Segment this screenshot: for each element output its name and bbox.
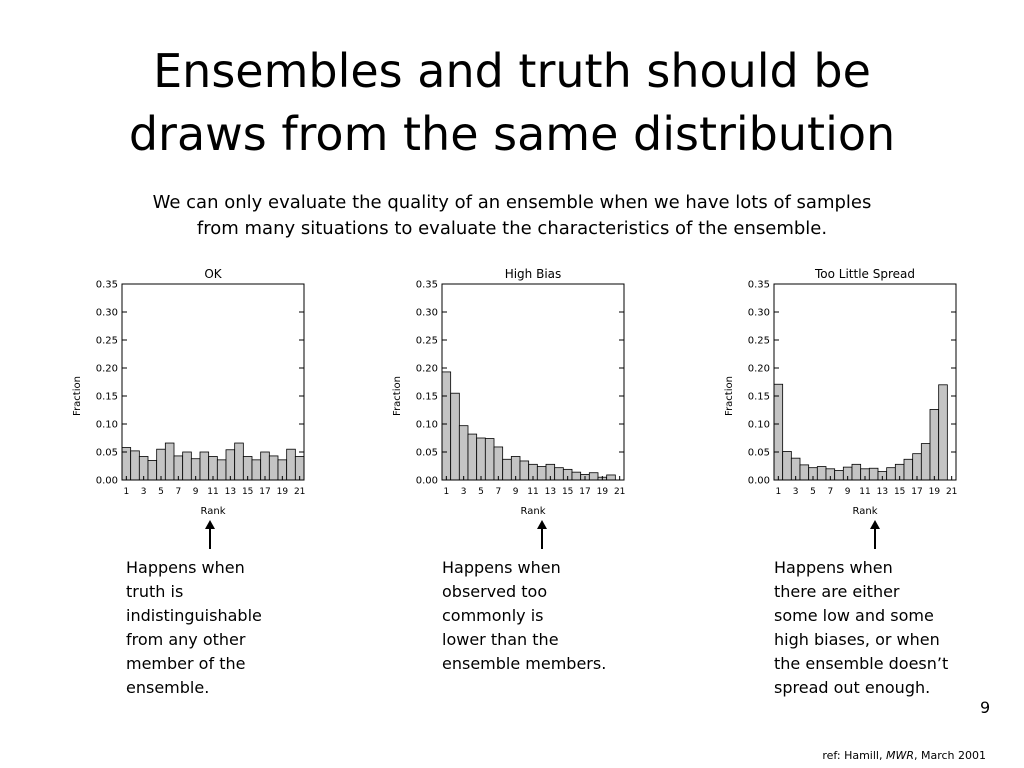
x-tick-label: 7 (827, 487, 834, 497)
chart-high-bias (388, 262, 648, 522)
bar (904, 459, 913, 480)
description-line: member of the (126, 654, 246, 673)
x-tick-label: 19 (596, 487, 609, 497)
y-tick-label: 0.20 (415, 363, 438, 375)
x-tick-label: 13 (544, 487, 557, 497)
y-tick-label: 0.25 (747, 335, 770, 347)
reference-citation (822, 749, 986, 762)
description-line: Happens when (774, 558, 893, 577)
bars (122, 443, 304, 480)
bar (503, 459, 512, 480)
up-arrow-icon (536, 520, 548, 550)
bar (477, 438, 486, 480)
description-line: spread out enough. (774, 678, 931, 697)
y-tick-label: 0.35 (415, 279, 438, 291)
up-arrow-icon (869, 520, 881, 550)
bar (835, 470, 844, 480)
y-tick-label: 0.10 (415, 419, 438, 431)
x-tick-label: 5 (810, 487, 816, 497)
bar (157, 449, 166, 480)
x-tick-label: 17 (259, 487, 271, 497)
y-tick-label: 0.15 (747, 391, 770, 403)
bar (930, 409, 939, 480)
chart-ok (68, 262, 328, 522)
description-line: ensemble members. (442, 654, 607, 673)
chart-too-little-spread (720, 262, 980, 522)
description-ok (126, 556, 262, 700)
bars (442, 372, 615, 480)
x-tick-label: 11 (527, 487, 539, 497)
y-tick-label: 0.35 (95, 279, 118, 291)
description-line: ensemble. (126, 678, 210, 697)
bar (537, 467, 546, 480)
title-line-1: Ensembles and truth should be (153, 44, 871, 98)
bar (165, 443, 174, 480)
y-tick-label: 0.10 (747, 419, 770, 431)
y-tick-label: 0.30 (747, 307, 770, 319)
bar (269, 456, 278, 480)
bar (607, 475, 616, 480)
bar (921, 444, 930, 480)
x-axis-label: Rank (200, 506, 226, 517)
description-line: commonly is (442, 606, 544, 625)
bar (800, 465, 809, 480)
bar (451, 393, 460, 480)
y-tick-label: 0.30 (415, 307, 438, 319)
chart-svg (720, 262, 980, 522)
description-line: the ensemble doesn’t (774, 654, 949, 673)
bar (131, 451, 140, 480)
bar (852, 464, 861, 480)
description-line: high biases, or when (774, 630, 940, 649)
bar (442, 372, 451, 480)
bar (817, 467, 826, 480)
ref-suffix: , March 2001 (913, 749, 986, 762)
chart-title: Too Little Spread (814, 267, 916, 281)
subtitle-line-2: from many situations to evaluate the characteristics of the ensemble. (196, 218, 828, 239)
bar (887, 468, 896, 480)
chart-svg (388, 262, 648, 522)
x-tick-label: 5 (478, 487, 484, 497)
x-tick-label: 9 (192, 487, 199, 497)
x-tick-label: 21 (945, 487, 958, 497)
y-tick-label: 0.25 (415, 335, 438, 347)
y-tick-label: 0.00 (415, 475, 438, 487)
y-tick-label: 0.00 (747, 475, 770, 487)
y-tick-label: 0.10 (95, 419, 118, 431)
bar (572, 472, 581, 480)
y-axis-label: Fraction (72, 376, 83, 416)
y-tick-label: 0.25 (95, 335, 118, 347)
slide-subtitle (0, 190, 1024, 242)
x-tick-label: 7 (175, 487, 182, 497)
chart-title: OK (204, 267, 222, 281)
x-tick-label: 5 (158, 487, 164, 497)
x-tick-label: 15 (241, 487, 254, 497)
title-line-2: draws from the same distribution (128, 107, 896, 161)
y-tick-label: 0.05 (95, 447, 118, 459)
x-tick-label: 19 (276, 487, 289, 497)
description-line: truth is (126, 582, 184, 601)
x-tick-label: 13 (876, 487, 889, 497)
description-line: there are either (774, 582, 900, 601)
plot-frame (122, 284, 304, 480)
description-line: some low and some (774, 606, 934, 625)
slide-number: 9 (980, 698, 991, 717)
y-tick-label: 0.15 (415, 391, 438, 403)
bar (183, 452, 192, 480)
bar (468, 434, 477, 480)
bars (774, 384, 947, 480)
y-tick-label: 0.20 (747, 363, 770, 375)
x-tick-label: 3 (792, 487, 799, 497)
x-tick-label: 1 (443, 487, 450, 497)
x-axis-label: Rank (852, 506, 878, 517)
bar (939, 385, 948, 480)
bar (520, 461, 529, 480)
y-tick-label: 0.35 (747, 279, 770, 291)
y-tick-label: 0.05 (747, 447, 770, 459)
subtitle-line-1: We can only evaluate the quality of an ensemble when we have lots of samples (152, 192, 872, 213)
bar (200, 452, 209, 480)
x-tick-label: 17 (911, 487, 923, 497)
bar (217, 460, 226, 480)
x-tick-label: 21 (293, 487, 306, 497)
y-tick-label: 0.20 (95, 363, 118, 375)
bar (459, 426, 468, 480)
bar (869, 468, 878, 480)
x-tick-label: 3 (140, 487, 147, 497)
bar (589, 473, 598, 480)
bar (287, 449, 296, 480)
x-tick-label: 17 (579, 487, 591, 497)
x-tick-label: 15 (561, 487, 574, 497)
bar (235, 443, 244, 480)
y-tick-label: 0.15 (95, 391, 118, 403)
x-tick-label: 1 (775, 487, 782, 497)
slide-title (0, 40, 1024, 166)
x-tick-label: 15 (893, 487, 906, 497)
chart-title: High Bias (504, 267, 562, 281)
bar (774, 384, 783, 480)
bar (555, 468, 564, 480)
bar (494, 447, 503, 480)
x-tick-label: 3 (460, 487, 467, 497)
x-axis-label: Rank (520, 506, 546, 517)
x-tick-label: 1 (123, 487, 130, 497)
x-tick-label: 9 (512, 487, 519, 497)
description-line: Happens when (442, 558, 561, 577)
x-tick-label: 21 (613, 487, 626, 497)
description-line: observed too (442, 582, 548, 601)
x-tick-label: 13 (224, 487, 237, 497)
ref-prefix: ref: Hamill, (822, 749, 886, 762)
bar (226, 450, 235, 480)
description-line: from any other (126, 630, 246, 649)
chart-svg (68, 262, 328, 522)
y-tick-label: 0.05 (415, 447, 438, 459)
y-axis-label: Fraction (724, 376, 735, 416)
x-tick-label: 9 (844, 487, 851, 497)
ref-journal: MWR (885, 749, 914, 762)
bar (261, 452, 270, 480)
bar (485, 439, 494, 480)
description-line: Happens when (126, 558, 245, 577)
y-tick-label: 0.00 (95, 475, 118, 487)
x-tick-label: 11 (859, 487, 871, 497)
x-tick-label: 19 (928, 487, 941, 497)
description-high-bias (442, 556, 606, 676)
bar (783, 451, 792, 480)
y-tick-label: 0.30 (95, 307, 118, 319)
bar (252, 460, 261, 480)
description-line: lower than the (442, 630, 559, 649)
description-line: indistinguishable (126, 606, 262, 625)
x-tick-label: 7 (495, 487, 502, 497)
description-too-little-spread (774, 556, 948, 700)
bar (148, 460, 157, 480)
x-tick-label: 11 (207, 487, 219, 497)
y-axis-label: Fraction (392, 376, 403, 416)
up-arrow-icon (204, 520, 216, 550)
